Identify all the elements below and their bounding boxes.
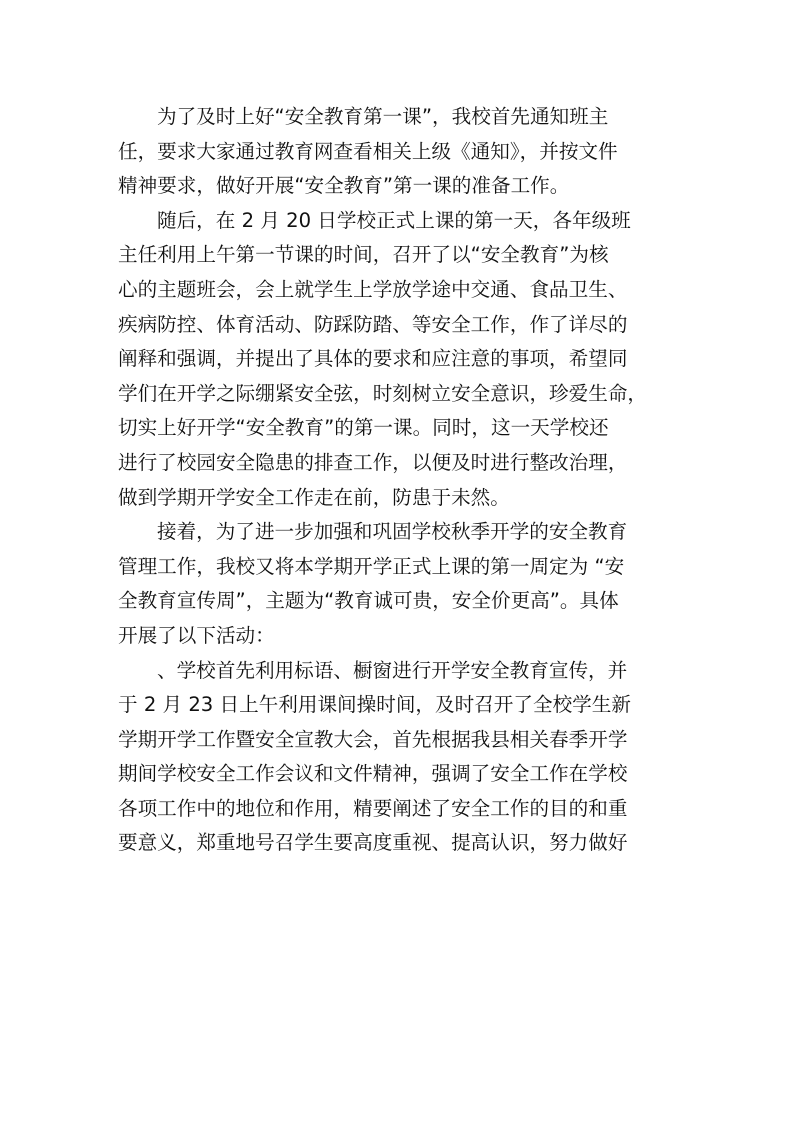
paragraph-4-line-4: 期间学校安全工作会议和文件精神，强调了安全工作在学校 xyxy=(118,762,628,786)
paragraph-2-line-4: 疾病防控、体育活动、防踩防踏、等安全工作，作了详尽的 xyxy=(118,312,628,336)
paragraph-1-line-3: 精神要求，做好开展“安全教育”第一课的准备工作。 xyxy=(118,174,570,198)
paragraph-3-line-4: 开展了以下活动： xyxy=(118,623,275,647)
paragraph-4-line-5: 各项工作中的地位和作用，精要阐述了安全工作的目的和重 xyxy=(118,796,628,820)
paragraph-2-line-3: 心的主题班会，会上就学生上学放学途中交通、食品卫生、 xyxy=(118,277,628,301)
paragraph-4-line-1: 、学校首先利用标语、橱窗进行开学安全教育宣传，并 xyxy=(157,658,628,682)
document-body xyxy=(118,100,678,861)
paragraph-2-line-1: 随后，在 2 月 20 日学校正式上课的第一天，各年级班 xyxy=(157,208,631,232)
paragraph-3-line-2: 管理工作，我校又将本学期开学正式上课的第一周定为 “安 xyxy=(118,554,625,578)
paragraph-4-line-6: 要意义，郑重地号召学生要高度重视、提高认识，努力做好 xyxy=(118,831,628,855)
paragraph-1-line-1: 为了及时上好“安全教育第一课”，我校首先通知班主 xyxy=(157,105,609,128)
paragraph-4-line-3: 学期开学工作暨安全宣教大会，首先根据我县相关春季开学 xyxy=(118,727,628,751)
paragraph-2-line-9: 做到学期开学安全工作走在前，防患于未然。 xyxy=(118,485,510,509)
paragraph-2-line-2: 主任利用上午第一节课的时间，召开了以“安全教育”为核 xyxy=(118,243,609,267)
paragraph-3-line-3: 全教育宣传周”，主题为“教育诚可贵，安全价更高”。具体 xyxy=(118,589,619,613)
paragraph-2-line-7: 切实上好开学“安全教育”的第一课。同时，这一天学校还 xyxy=(118,416,609,440)
paragraph-2-line-8: 进行了校园安全隐患的排查工作，以便及时进行整改治理， xyxy=(118,450,628,474)
paragraph-2-line-5: 阐释和强调，并提出了具体的要求和应注意的事项，希望同 xyxy=(118,347,628,371)
paragraph-1-line-2: 任，要求大家通过教育网查看相关上级《通知》，并按文件 xyxy=(118,139,618,163)
paragraph-3-line-1: 接着，为了进一步加强和巩固学校秋季开学的安全教育 xyxy=(157,520,628,544)
paragraph-2-line-6: 学们在开学之际绷紧安全弦，时刻树立安全意识，珍爱生命， xyxy=(118,381,648,405)
paragraph-4-line-2: 于 2 月 23 日上午利用课间操时间，及时召开了全校学生新 xyxy=(118,693,631,717)
